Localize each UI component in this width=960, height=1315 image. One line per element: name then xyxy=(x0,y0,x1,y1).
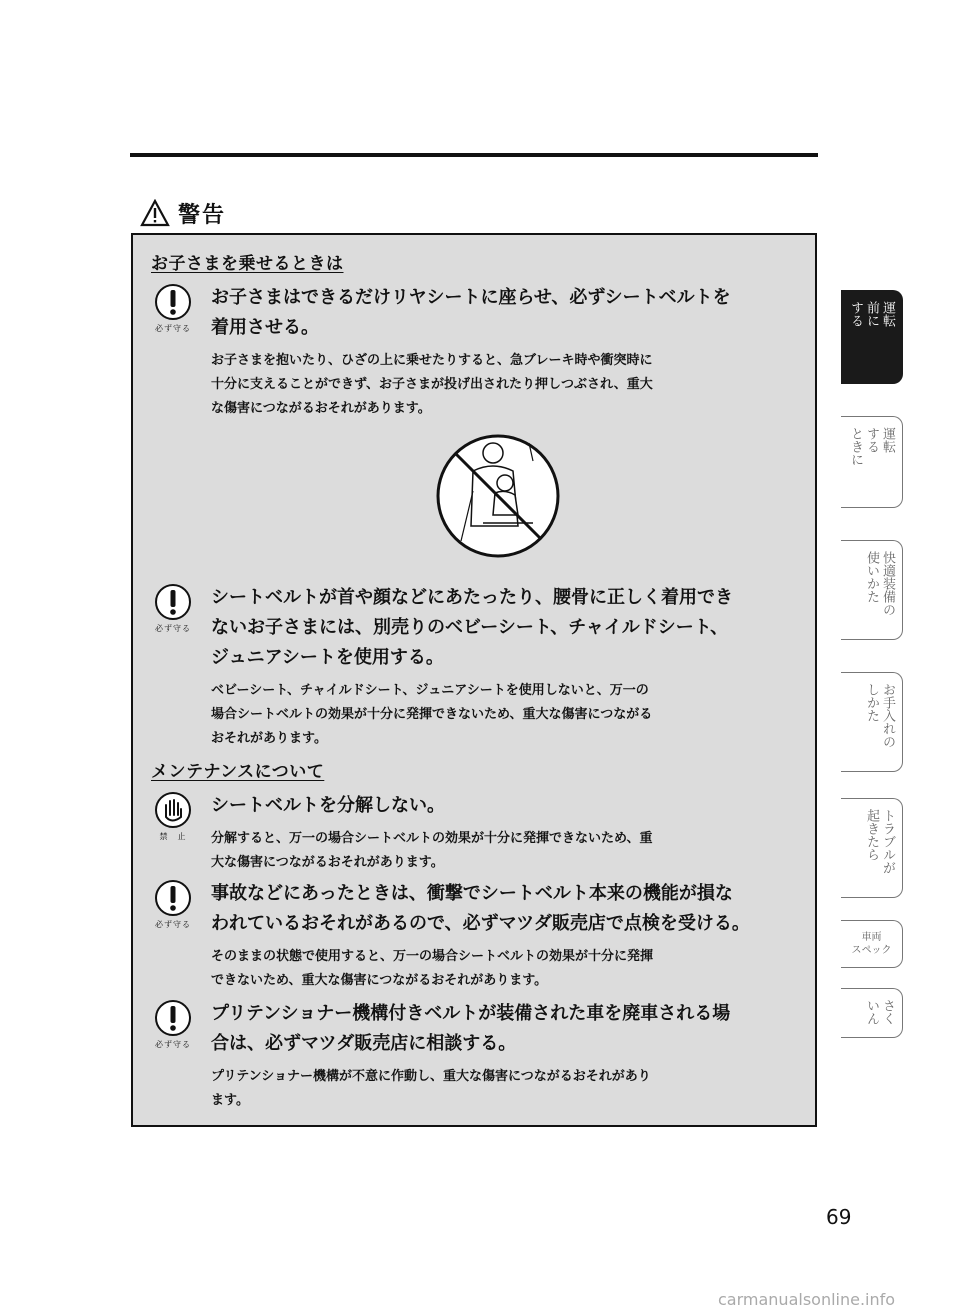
item-body-line: ベビーシート、チャイルドシート、ジュニアシートを使用しないと、万一の xyxy=(211,683,649,698)
item-body-line: な傷害につながるおそれがあります。 xyxy=(211,401,431,416)
tab-comfort-equipment[interactable]: 快適装備の 使いかた xyxy=(841,540,903,640)
prohibited-hand-icon: 禁 止 xyxy=(149,791,197,842)
item-heading-line: 合は、必ずマツダ販売店に相談する。 xyxy=(211,1033,517,1054)
item-body-line: 分解すると、万一の場合シートベルトの効果が十分に発揮できないため、重 xyxy=(211,831,653,846)
page-number: 69 xyxy=(826,1205,852,1229)
tab-when-driving[interactable]: 運転 する ときに xyxy=(841,416,903,508)
item-body-line: そのままの状態で使用すると、万一の場合シートベルトの効果が十分に発揮 xyxy=(211,949,654,964)
item-heading-line: 着用させる。 xyxy=(211,317,319,338)
item-heading-line: われているおそれがあるので、必ずマツダ販売店で点検を受ける。 xyxy=(211,913,750,934)
item-heading-line: シートベルトを分解しない。 xyxy=(211,795,445,816)
tab-maintenance[interactable]: お手入れの しかた xyxy=(841,672,903,772)
must-do-icon: 必ず守る xyxy=(149,583,197,634)
warning-header xyxy=(140,198,226,228)
must-do-icon: 必ず守る xyxy=(149,283,197,334)
item-body-line: 場合シートベルトの効果が十分に発揮できないため、重大な傷害につながる xyxy=(211,707,653,722)
warning-title: 警告 xyxy=(178,202,227,228)
top-rule xyxy=(130,153,818,157)
tab-troubleshooting[interactable]: トラブルが 起きたら xyxy=(841,798,903,898)
item-body-line: 十分に支えることができず、お子さまが投げ出されたり押しつぶされ、重大 xyxy=(211,377,653,392)
item-body-line: お子さまを抱いたり、ひざの上に乗せたりすると、急ブレーキ時や衝突時に xyxy=(211,353,653,368)
section-title-maintenance: メンテナンスについて xyxy=(151,762,325,782)
item-heading-line: シートベルトが首や顔などにあたったり、腰骨に正しく着用でき xyxy=(211,587,733,608)
warning-triangle-icon xyxy=(140,199,170,227)
tab-vehicle-specs[interactable]: 車両 スペック xyxy=(841,920,903,968)
child-on-lap-prohibited-illustration xyxy=(433,431,563,561)
item-heading-line: ないお子さまには、別売りのベビーシート、チャイルドシート、 xyxy=(211,617,729,638)
item-body-line: 大な傷害につながるおそれがあります。 xyxy=(211,855,444,870)
item-body-line: できないため、重大な傷害につながるおそれがあります。 xyxy=(211,973,548,988)
item-heading-line: お子さまはできるだけリヤシートに座らせ、必ずシートベルトを xyxy=(211,287,731,308)
must-do-icon: 必ず守る xyxy=(149,879,197,930)
item-heading-line: ジュニアシートを使用する。 xyxy=(211,647,444,668)
tab-before-driving[interactable]: 運転 前に する xyxy=(841,290,903,384)
section-title-children: お子さまを乗せるときは xyxy=(151,254,344,274)
watermark: carmanualsonline.info xyxy=(718,1290,896,1309)
item-heading-line: プリテンショナー機構付きベルトが装備された車を廃車される場 xyxy=(211,1003,731,1024)
item-body-line: ます。 xyxy=(211,1093,249,1108)
item-body-line: おそれがあります。 xyxy=(211,731,327,746)
warning-box xyxy=(131,233,817,1127)
must-do-icon: 必ず守る xyxy=(149,999,197,1050)
tab-index[interactable]: さく いん xyxy=(841,988,903,1038)
item-heading-line: 事故などにあったときは、衝撃でシートベルト本来の機能が損な xyxy=(211,883,733,904)
item-body-line: プリテンショナー機構が不意に作動し、重大な傷害につながるおそれがあり xyxy=(211,1069,651,1084)
